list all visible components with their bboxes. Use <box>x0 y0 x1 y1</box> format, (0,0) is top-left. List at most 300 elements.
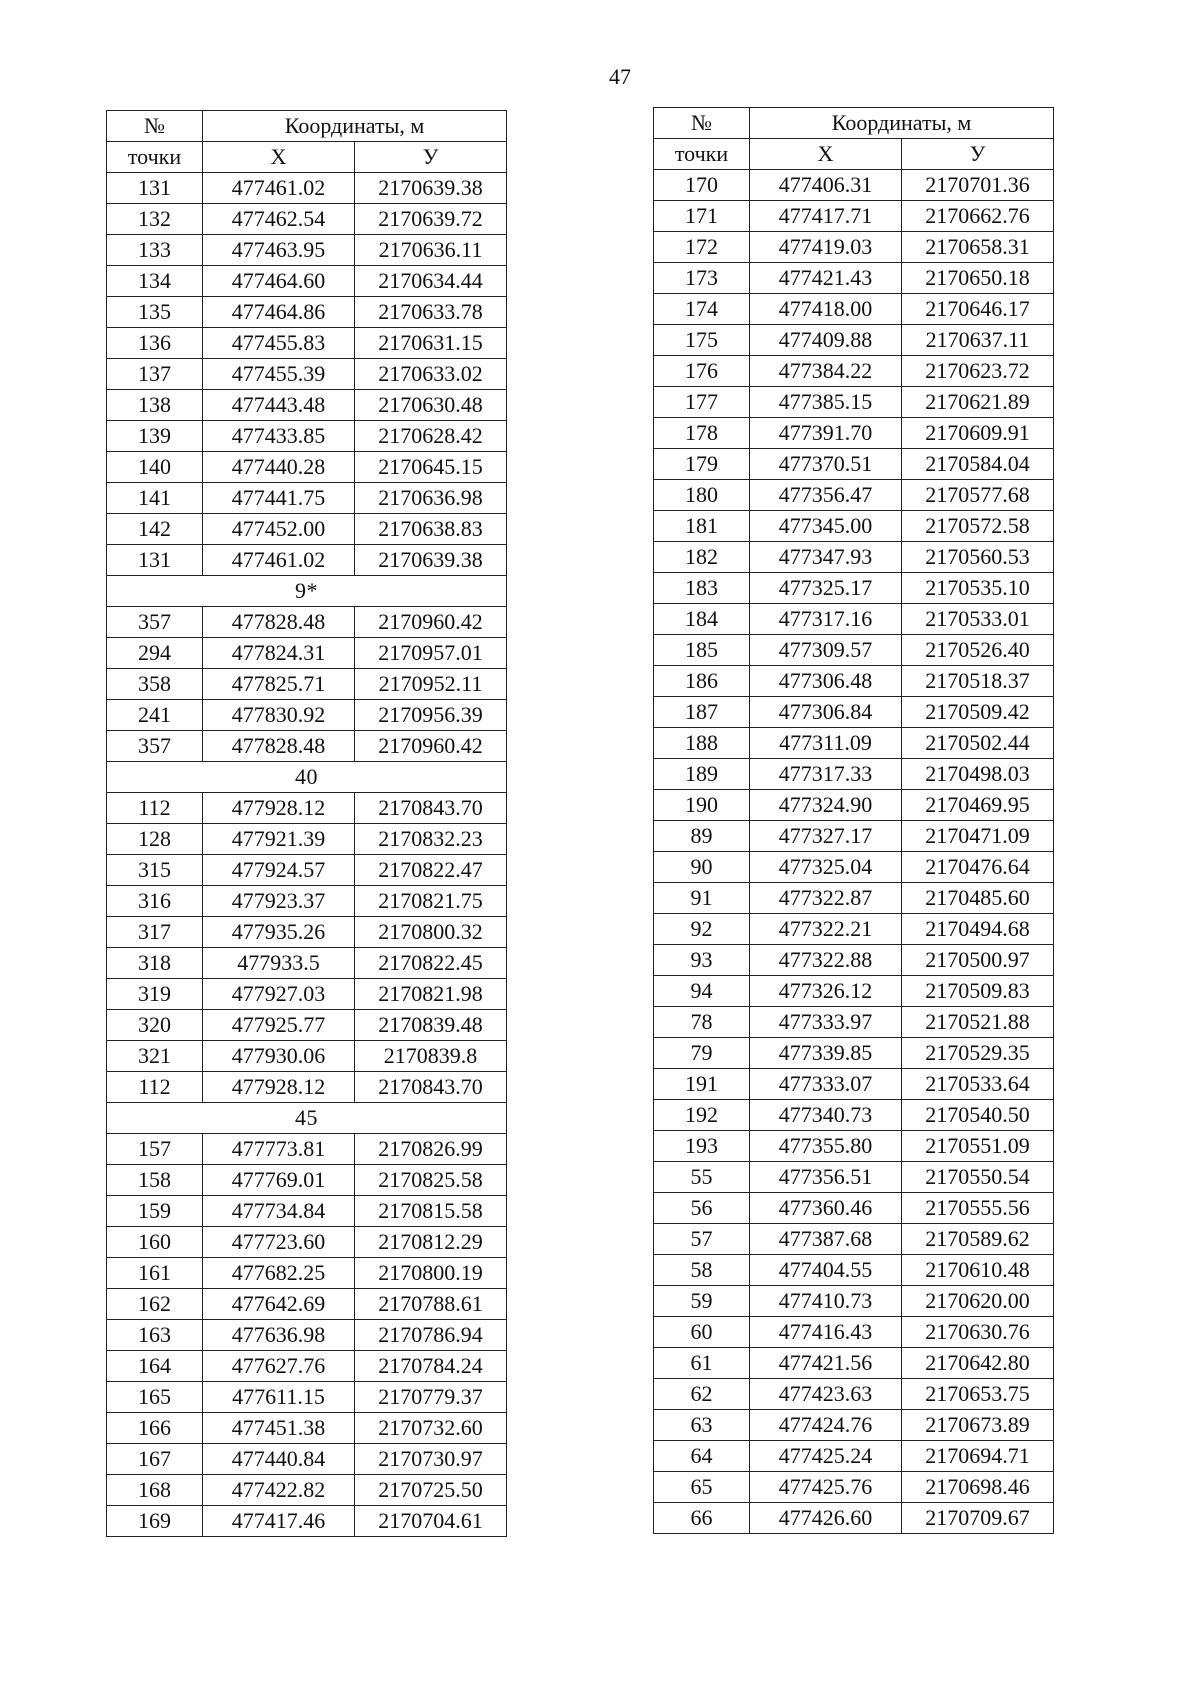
header-number-cell: № <box>654 108 750 139</box>
point-number-cell: 133 <box>107 235 203 266</box>
point-number-cell: 78 <box>654 1007 750 1038</box>
point-number-cell: 141 <box>107 483 203 514</box>
table-row <box>107 1289 507 1320</box>
point-number-cell: 173 <box>654 263 750 294</box>
point-number-cell: 131 <box>107 545 203 576</box>
point-number-cell: 193 <box>654 1131 750 1162</box>
table-row <box>107 390 507 421</box>
point-number-cell: 172 <box>654 232 750 263</box>
y-coordinate-cell: 2170630.48 <box>355 390 507 421</box>
x-coordinate-cell: 477924.57 <box>203 855 355 886</box>
table-row <box>107 1010 507 1041</box>
header-coordinates: Координаты, м <box>203 111 507 142</box>
table-row <box>107 1444 507 1475</box>
point-number-cell: 62 <box>654 1379 750 1410</box>
y-coordinate-cell: 2170638.83 <box>355 514 507 545</box>
table-row <box>654 635 1054 666</box>
y-coordinate-cell: 2170631.15 <box>355 328 507 359</box>
point-number-cell: 93 <box>654 945 750 976</box>
point-number-cell: 112 <box>107 793 203 824</box>
y-coordinate-cell: 2170636.98 <box>355 483 507 514</box>
y-coordinate-cell: 2170535.10 <box>902 573 1054 604</box>
point-number-cell: 163 <box>107 1320 203 1351</box>
point-number-cell: 170 <box>654 170 750 201</box>
x-coordinate-cell: 477309.57 <box>750 635 902 666</box>
y-coordinate-cell: 2170956.39 <box>355 700 507 731</box>
table-row <box>107 1041 507 1072</box>
x-coordinate-cell: 477325.04 <box>750 852 902 883</box>
x-coordinate-cell: 477927.03 <box>203 979 355 1010</box>
point-number-cell: 181 <box>654 511 750 542</box>
table-row <box>107 1320 507 1351</box>
table-row <box>107 1351 507 1382</box>
x-coordinate-cell: 477825.71 <box>203 669 355 700</box>
y-coordinate-cell: 2170843.70 <box>355 793 507 824</box>
table-row <box>107 607 507 638</box>
x-coordinate-cell: 477611.15 <box>203 1382 355 1413</box>
x-coordinate-cell: 477441.75 <box>203 483 355 514</box>
table-row <box>654 1410 1054 1441</box>
table-row <box>654 1224 1054 1255</box>
x-coordinate-cell: 477682.25 <box>203 1258 355 1289</box>
table-row <box>107 1134 507 1165</box>
table-row <box>654 1007 1054 1038</box>
point-number-cell: 321 <box>107 1041 203 1072</box>
y-coordinate-cell: 2170822.45 <box>355 948 507 979</box>
point-number-cell: 315 <box>107 855 203 886</box>
y-coordinate-cell: 2170709.67 <box>902 1503 1054 1534</box>
table-row <box>107 1506 507 1537</box>
y-coordinate-cell: 2170704.61 <box>355 1506 507 1537</box>
x-coordinate-cell: 477325.17 <box>750 573 902 604</box>
table-row <box>654 542 1054 573</box>
x-coordinate-cell: 477830.92 <box>203 700 355 731</box>
table-row <box>107 979 507 1010</box>
table-row <box>107 731 507 762</box>
y-coordinate-cell: 2170825.58 <box>355 1165 507 1196</box>
y-coordinate-cell: 2170560.53 <box>902 542 1054 573</box>
point-number-cell: 65 <box>654 1472 750 1503</box>
x-coordinate-cell: 477462.54 <box>203 204 355 235</box>
y-coordinate-cell: 2170633.78 <box>355 297 507 328</box>
y-coordinate-cell: 2170633.02 <box>355 359 507 390</box>
x-coordinate-cell: 477355.80 <box>750 1131 902 1162</box>
header-number-cell: № <box>107 111 203 142</box>
x-coordinate-cell: 477322.21 <box>750 914 902 945</box>
y-coordinate-cell: 2170815.58 <box>355 1196 507 1227</box>
y-coordinate-cell: 2170494.68 <box>902 914 1054 945</box>
header-coordinates: Координаты, м <box>750 108 1054 139</box>
x-coordinate-cell: 477421.43 <box>750 263 902 294</box>
table-row <box>654 1162 1054 1193</box>
y-coordinate-cell: 2170639.38 <box>355 173 507 204</box>
table-row <box>654 666 1054 697</box>
y-coordinate-cell: 2170786.94 <box>355 1320 507 1351</box>
point-number-cell: 241 <box>107 700 203 731</box>
y-coordinate-cell: 2170732.60 <box>355 1413 507 1444</box>
table-row <box>654 1379 1054 1410</box>
x-coordinate-cell: 477422.82 <box>203 1475 355 1506</box>
x-coordinate-cell: 477356.51 <box>750 1162 902 1193</box>
point-number-cell: 64 <box>654 1441 750 1472</box>
y-coordinate-cell: 2170533.64 <box>902 1069 1054 1100</box>
y-coordinate-cell: 2170673.89 <box>902 1410 1054 1441</box>
table-row <box>107 173 507 204</box>
x-coordinate-cell: 477356.47 <box>750 480 902 511</box>
y-coordinate-cell: 2170812.29 <box>355 1227 507 1258</box>
x-coordinate-cell: 477360.46 <box>750 1193 902 1224</box>
table-row <box>654 263 1054 294</box>
table-row <box>654 170 1054 201</box>
y-coordinate-cell: 2170822.47 <box>355 855 507 886</box>
y-coordinate-cell: 2170469.95 <box>902 790 1054 821</box>
y-coordinate-cell: 2170551.09 <box>902 1131 1054 1162</box>
page-number: 47 <box>609 64 631 89</box>
x-coordinate-cell: 477636.98 <box>203 1320 355 1351</box>
point-number-cell: 190 <box>654 790 750 821</box>
point-number-cell: 57 <box>654 1224 750 1255</box>
point-number-cell: 357 <box>107 607 203 638</box>
x-coordinate-cell: 477642.69 <box>203 1289 355 1320</box>
table-row <box>654 232 1054 263</box>
point-number-cell: 138 <box>107 390 203 421</box>
y-coordinate-cell: 2170636.11 <box>355 235 507 266</box>
y-coordinate-cell: 2170639.38 <box>355 545 507 576</box>
point-number-cell: 176 <box>654 356 750 387</box>
table-row <box>654 1472 1054 1503</box>
y-coordinate-cell: 2170620.00 <box>902 1286 1054 1317</box>
x-coordinate-cell: 477464.60 <box>203 266 355 297</box>
table-row <box>654 604 1054 635</box>
y-coordinate-cell: 2170832.23 <box>355 824 507 855</box>
y-coordinate-cell: 2170502.44 <box>902 728 1054 759</box>
header-point-cell: точки <box>107 142 203 173</box>
table-row <box>654 790 1054 821</box>
y-coordinate-cell: 2170645.15 <box>355 452 507 483</box>
table-row <box>654 759 1054 790</box>
x-coordinate-cell: 477828.48 <box>203 731 355 762</box>
x-coordinate-cell: 477384.22 <box>750 356 902 387</box>
table-row <box>654 1348 1054 1379</box>
table-row <box>107 948 507 979</box>
point-number-cell: 161 <box>107 1258 203 1289</box>
y-coordinate-cell: 2170509.42 <box>902 697 1054 728</box>
x-coordinate-cell: 477410.73 <box>750 1286 902 1317</box>
y-coordinate-cell: 2170589.62 <box>902 1224 1054 1255</box>
y-coordinate-cell: 2170509.83 <box>902 976 1054 1007</box>
table-row <box>107 1413 507 1444</box>
point-number-cell: 317 <box>107 917 203 948</box>
point-number-cell: 188 <box>654 728 750 759</box>
point-number-cell: 169 <box>107 1506 203 1537</box>
point-number-cell: 66 <box>654 1503 750 1534</box>
y-coordinate-cell: 2170610.48 <box>902 1255 1054 1286</box>
x-coordinate-cell: 477455.39 <box>203 359 355 390</box>
group-label: 9* <box>107 576 507 607</box>
point-number-cell: 175 <box>654 325 750 356</box>
table-row <box>654 294 1054 325</box>
point-number-cell: 164 <box>107 1351 203 1382</box>
table-row <box>654 821 1054 852</box>
point-number-cell: 159 <box>107 1196 203 1227</box>
y-coordinate-cell: 2170577.68 <box>902 480 1054 511</box>
point-number-cell: 112 <box>107 1072 203 1103</box>
y-coordinate-cell: 2170584.04 <box>902 449 1054 480</box>
table-row <box>654 1255 1054 1286</box>
y-coordinate-cell: 2170634.44 <box>355 266 507 297</box>
y-coordinate-cell: 2170662.76 <box>902 201 1054 232</box>
x-coordinate-cell: 477424.76 <box>750 1410 902 1441</box>
point-number-cell: 131 <box>107 173 203 204</box>
point-number-cell: 60 <box>654 1317 750 1348</box>
header-y: У <box>902 139 1054 170</box>
point-number-cell: 92 <box>654 914 750 945</box>
x-coordinate-cell: 477339.85 <box>750 1038 902 1069</box>
point-number-cell: 318 <box>107 948 203 979</box>
x-coordinate-cell: 477406.31 <box>750 170 902 201</box>
table-row <box>107 700 507 731</box>
point-number-cell: 61 <box>654 1348 750 1379</box>
header-x: X <box>750 139 902 170</box>
x-coordinate-cell: 477440.84 <box>203 1444 355 1475</box>
point-number-cell: 316 <box>107 886 203 917</box>
point-number-cell: 162 <box>107 1289 203 1320</box>
point-number-cell: 183 <box>654 573 750 604</box>
x-coordinate-cell: 477404.55 <box>750 1255 902 1286</box>
table-row <box>107 886 507 917</box>
x-coordinate-cell: 477311.09 <box>750 728 902 759</box>
point-number-cell: 63 <box>654 1410 750 1441</box>
coordinates-table-right <box>653 107 1054 1534</box>
point-number-cell: 320 <box>107 1010 203 1041</box>
point-number-cell: 357 <box>107 731 203 762</box>
point-number-cell: 135 <box>107 297 203 328</box>
table-row <box>654 1503 1054 1534</box>
x-coordinate-cell: 477734.84 <box>203 1196 355 1227</box>
header-point-cell: точки <box>654 139 750 170</box>
table-row <box>107 266 507 297</box>
x-coordinate-cell: 477419.03 <box>750 232 902 263</box>
table-row <box>107 669 507 700</box>
table-row <box>107 1072 507 1103</box>
table-body-left <box>107 173 507 1537</box>
point-number-cell: 128 <box>107 824 203 855</box>
x-coordinate-cell: 477306.84 <box>750 697 902 728</box>
x-coordinate-cell: 477461.02 <box>203 545 355 576</box>
x-coordinate-cell: 477463.95 <box>203 235 355 266</box>
table-row <box>654 728 1054 759</box>
x-coordinate-cell: 477925.77 <box>203 1010 355 1041</box>
y-coordinate-cell: 2170826.99 <box>355 1134 507 1165</box>
y-coordinate-cell: 2170800.19 <box>355 1258 507 1289</box>
table-row <box>654 201 1054 232</box>
x-coordinate-cell: 477921.39 <box>203 824 355 855</box>
table-row <box>107 359 507 390</box>
point-number-cell: 294 <box>107 638 203 669</box>
y-coordinate-cell: 2170521.88 <box>902 1007 1054 1038</box>
y-coordinate-cell: 2170500.97 <box>902 945 1054 976</box>
table-row <box>654 480 1054 511</box>
x-coordinate-cell: 477773.81 <box>203 1134 355 1165</box>
table-row <box>654 387 1054 418</box>
table-row <box>654 1100 1054 1131</box>
point-number-cell: 171 <box>654 201 750 232</box>
table-row <box>654 1286 1054 1317</box>
y-coordinate-cell: 2170658.31 <box>902 232 1054 263</box>
table-row <box>654 1193 1054 1224</box>
y-coordinate-cell: 2170779.37 <box>355 1382 507 1413</box>
point-number-cell: 186 <box>654 666 750 697</box>
y-coordinate-cell: 2170526.40 <box>902 635 1054 666</box>
y-coordinate-cell: 2170788.61 <box>355 1289 507 1320</box>
group-label: 40 <box>107 762 507 793</box>
x-coordinate-cell: 477327.17 <box>750 821 902 852</box>
group-header-row <box>107 1103 507 1134</box>
y-coordinate-cell: 2170609.91 <box>902 418 1054 449</box>
y-coordinate-cell: 2170621.89 <box>902 387 1054 418</box>
table-row <box>654 976 1054 1007</box>
x-coordinate-cell: 477464.86 <box>203 297 355 328</box>
x-coordinate-cell: 477824.31 <box>203 638 355 669</box>
table-row <box>107 297 507 328</box>
header-y: У <box>355 142 507 173</box>
y-coordinate-cell: 2170555.56 <box>902 1193 1054 1224</box>
point-number-cell: 134 <box>107 266 203 297</box>
point-number-cell: 142 <box>107 514 203 545</box>
y-coordinate-cell: 2170529.35 <box>902 1038 1054 1069</box>
x-coordinate-cell: 477828.48 <box>203 607 355 638</box>
point-number-cell: 55 <box>654 1162 750 1193</box>
header-x: X <box>203 142 355 173</box>
table-row <box>654 356 1054 387</box>
x-coordinate-cell: 477417.46 <box>203 1506 355 1537</box>
point-number-cell: 137 <box>107 359 203 390</box>
table-row <box>107 917 507 948</box>
point-number-cell: 139 <box>107 421 203 452</box>
x-coordinate-cell: 477928.12 <box>203 793 355 824</box>
table-row <box>107 793 507 824</box>
table-row <box>654 511 1054 542</box>
point-number-cell: 91 <box>654 883 750 914</box>
point-number-cell: 319 <box>107 979 203 1010</box>
point-number-cell: 136 <box>107 328 203 359</box>
y-coordinate-cell: 2170960.42 <box>355 731 507 762</box>
x-coordinate-cell: 477426.60 <box>750 1503 902 1534</box>
x-coordinate-cell: 477333.07 <box>750 1069 902 1100</box>
x-coordinate-cell: 477627.76 <box>203 1351 355 1382</box>
x-coordinate-cell: 477418.00 <box>750 294 902 325</box>
y-coordinate-cell: 2170839.48 <box>355 1010 507 1041</box>
table-row <box>107 1165 507 1196</box>
table-row <box>107 638 507 669</box>
x-coordinate-cell: 477425.24 <box>750 1441 902 1472</box>
y-coordinate-cell: 2170839.8 <box>355 1041 507 1072</box>
table-row <box>654 325 1054 356</box>
table-row <box>107 824 507 855</box>
table-row <box>107 1196 507 1227</box>
x-coordinate-cell: 477421.56 <box>750 1348 902 1379</box>
point-number-cell: 185 <box>654 635 750 666</box>
table-row <box>107 452 507 483</box>
x-coordinate-cell: 477387.68 <box>750 1224 902 1255</box>
table-row <box>654 1038 1054 1069</box>
point-number-cell: 165 <box>107 1382 203 1413</box>
point-number-cell: 90 <box>654 852 750 883</box>
table-row <box>654 697 1054 728</box>
table-row <box>107 235 507 266</box>
table-row <box>654 573 1054 604</box>
table-row <box>107 1227 507 1258</box>
y-coordinate-cell: 2170650.18 <box>902 263 1054 294</box>
x-coordinate-cell: 477317.33 <box>750 759 902 790</box>
x-coordinate-cell: 477370.51 <box>750 449 902 480</box>
table-row <box>654 1131 1054 1162</box>
x-coordinate-cell: 477769.01 <box>203 1165 355 1196</box>
x-coordinate-cell: 477723.60 <box>203 1227 355 1258</box>
x-coordinate-cell: 477930.06 <box>203 1041 355 1072</box>
x-coordinate-cell: 477928.12 <box>203 1072 355 1103</box>
y-coordinate-cell: 2170518.37 <box>902 666 1054 697</box>
x-coordinate-cell: 477440.28 <box>203 452 355 483</box>
table-row <box>654 945 1054 976</box>
point-number-cell: 358 <box>107 669 203 700</box>
y-coordinate-cell: 2170540.50 <box>902 1100 1054 1131</box>
x-coordinate-cell: 477340.73 <box>750 1100 902 1131</box>
y-coordinate-cell: 2170572.58 <box>902 511 1054 542</box>
y-coordinate-cell: 2170730.97 <box>355 1444 507 1475</box>
x-coordinate-cell: 477391.70 <box>750 418 902 449</box>
point-number-cell: 174 <box>654 294 750 325</box>
point-number-cell: 56 <box>654 1193 750 1224</box>
x-coordinate-cell: 477345.00 <box>750 511 902 542</box>
point-number-cell: 187 <box>654 697 750 728</box>
coordinates-table-left <box>106 110 507 1537</box>
y-coordinate-cell: 2170694.71 <box>902 1441 1054 1472</box>
table-body-right <box>654 170 1054 1534</box>
table-row <box>107 204 507 235</box>
x-coordinate-cell: 477443.48 <box>203 390 355 421</box>
point-number-cell: 178 <box>654 418 750 449</box>
x-coordinate-cell: 477347.93 <box>750 542 902 573</box>
point-number-cell: 192 <box>654 1100 750 1131</box>
point-number-cell: 182 <box>654 542 750 573</box>
y-coordinate-cell: 2170821.75 <box>355 886 507 917</box>
y-coordinate-cell: 2170637.11 <box>902 325 1054 356</box>
point-number-cell: 189 <box>654 759 750 790</box>
group-header-row <box>107 576 507 607</box>
y-coordinate-cell: 2170471.09 <box>902 821 1054 852</box>
y-coordinate-cell: 2170653.75 <box>902 1379 1054 1410</box>
point-number-cell: 132 <box>107 204 203 235</box>
y-coordinate-cell: 2170698.46 <box>902 1472 1054 1503</box>
y-coordinate-cell: 2170843.70 <box>355 1072 507 1103</box>
point-number-cell: 140 <box>107 452 203 483</box>
y-coordinate-cell: 2170952.11 <box>355 669 507 700</box>
x-coordinate-cell: 477409.88 <box>750 325 902 356</box>
x-coordinate-cell: 477451.38 <box>203 1413 355 1444</box>
y-coordinate-cell: 2170646.17 <box>902 294 1054 325</box>
y-coordinate-cell: 2170642.80 <box>902 1348 1054 1379</box>
table-row <box>654 1069 1054 1100</box>
y-coordinate-cell: 2170533.01 <box>902 604 1054 635</box>
table-row <box>654 883 1054 914</box>
table-row <box>654 418 1054 449</box>
table-row <box>654 1441 1054 1472</box>
point-number-cell: 177 <box>654 387 750 418</box>
y-coordinate-cell: 2170784.24 <box>355 1351 507 1382</box>
point-number-cell: 184 <box>654 604 750 635</box>
x-coordinate-cell: 477935.26 <box>203 917 355 948</box>
